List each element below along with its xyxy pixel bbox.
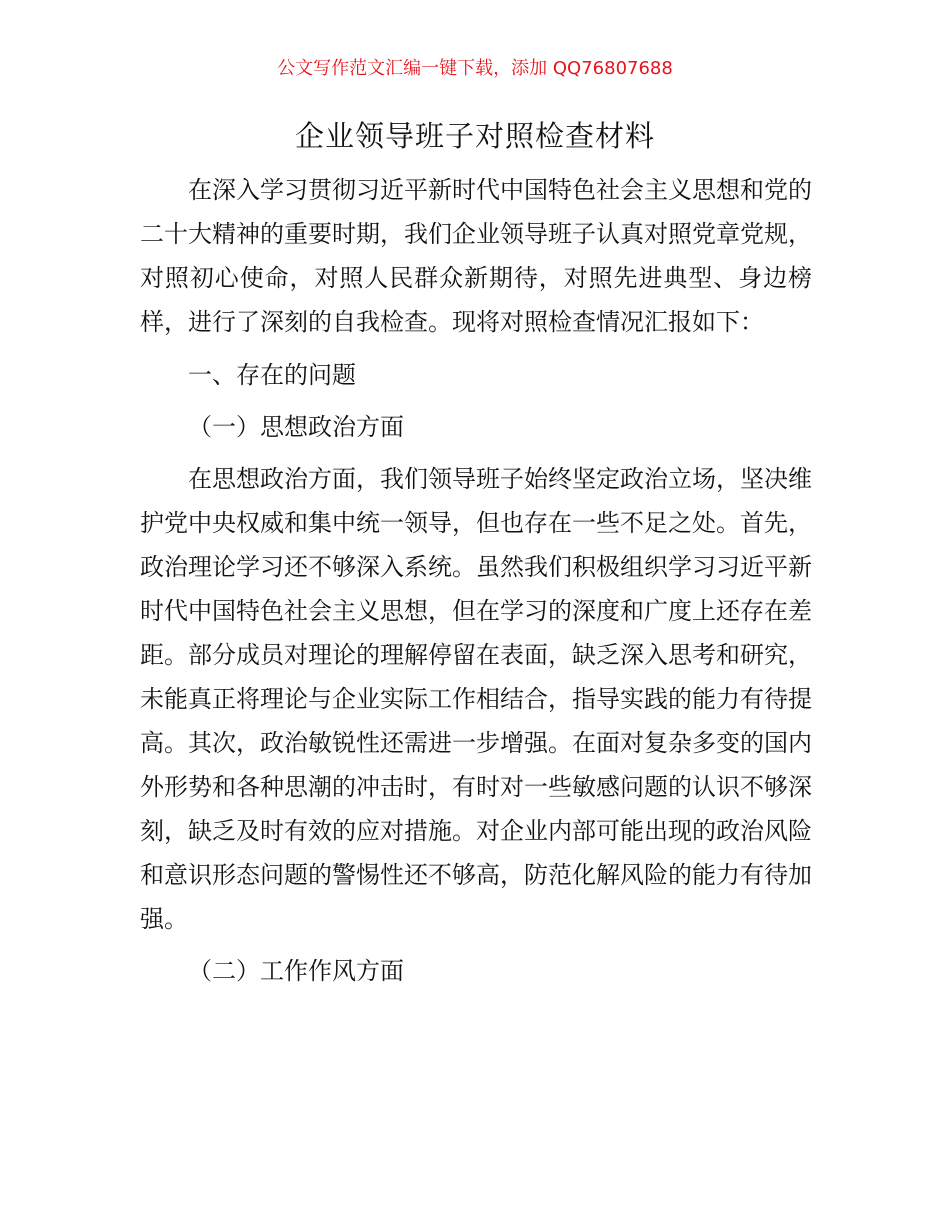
- ideology-paragraph: 在思想政治方面，我们领导班子始终坚定政治立场，坚决维护党中央权威和集中统一领导，但也存在一些不足之处。首先，政治理论学习还不够深入系统。虽然我们积极组织学习习近平新时代中国特色社会主义思想，但在学习的深度和广度上还存在差距。部分成员对理论的理解停留在表面，缺乏深入思考和研究，未能真正将理论与企业实际工作相结合，指导实践的能力有待提高。其次，政治敏锐性还需进一步增强。在面对复杂多变的国内外形势和各种思潮的冲击时，有时对一些敏感问题的认识不够深刻，缺乏及时有效的应对措施。对企业内部可能出现的政治风险和意识形态问题的警惕性还不够高，防范化解风险的能力有待加强。: [140, 465, 812, 933]
- spacer: [140, 344, 812, 353]
- document-body: [140, 168, 812, 993]
- document-title: 企业领导班子对照检查材料: [294, 119, 655, 153]
- watermark-banner: 公文写作范文汇编一键下载，添加 QQ76807688: [277, 58, 673, 79]
- section-heading-problems: 一、存在的问题: [188, 361, 356, 389]
- spacer: [140, 397, 812, 405]
- spacer: [140, 449, 812, 457]
- subsection-heading-ideology: （一）思想政治方面: [188, 413, 404, 441]
- spacer: [140, 941, 812, 949]
- intro-paragraph: 在深入学习贯彻习近平新时代中国特色社会主义思想和党的二十大精神的重要时期，我们企业领导班子认真对照党章党规，对照初心使命，对照人民群众新期待，对照先进典型、身边榜样，进行了深刻的自我检查。现将对照检查情况汇报如下：: [140, 176, 812, 336]
- subsection-heading-work-style: （二）工作作风方面: [188, 957, 404, 985]
